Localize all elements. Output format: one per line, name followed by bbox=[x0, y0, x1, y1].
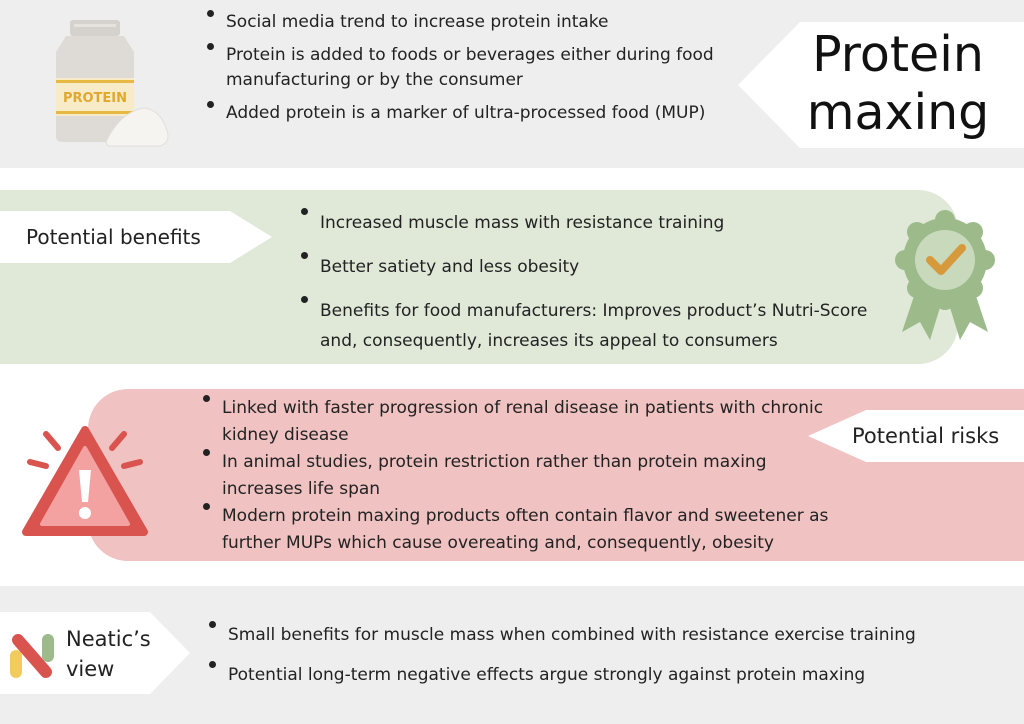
warning-icon bbox=[18, 418, 152, 540]
view-bullets bbox=[206, 621, 1006, 689]
protein-jar-icon bbox=[48, 16, 174, 152]
view-bullet: Potential long-term negative effects argue strongly against protein maxing bbox=[206, 661, 1006, 689]
benefit-bullet: Better satiety and less obesity bbox=[298, 252, 868, 282]
benefits-label-arrow bbox=[230, 211, 272, 263]
intro-bullets bbox=[204, 10, 744, 126]
intro-bullet: Social media trend to increase protein intake bbox=[204, 10, 744, 35]
intro-bullet: Added protein is a marker of ultra-processed food (MUP) bbox=[204, 101, 744, 126]
intro-bullet: Protein is added to foods or beverages either during food manufacturing or by the consumer bbox=[204, 43, 744, 93]
risks-label: Potential risks bbox=[852, 424, 1000, 448]
page-title bbox=[800, 26, 996, 142]
benefits-bullets bbox=[298, 208, 868, 356]
benefits-label: Potential benefits bbox=[26, 225, 201, 249]
risk-bullet: Modern protein maxing products often contain flavor and sweetener as further MUPs which cause overeating and, consequently, obesity bbox=[200, 503, 840, 557]
jar-label: PROTEIN bbox=[62, 91, 128, 106]
title-arrow bbox=[738, 22, 800, 148]
benefit-bullet: Increased muscle mass with resistance training bbox=[298, 208, 868, 238]
risks-bullets bbox=[200, 395, 840, 557]
benefit-bullet: Benefits for food manufacturers: Improves product’s Nutri-Score and, consequently, increases its appeal to consumers bbox=[298, 296, 868, 356]
view-bullet: Small benefits for muscle mass when combined with resistance exercise training bbox=[206, 621, 1006, 649]
title-line-1: Protein bbox=[812, 26, 984, 83]
award-badge-icon bbox=[890, 208, 1000, 344]
view-label-arrow bbox=[150, 612, 190, 694]
title-line-2: maxing bbox=[806, 84, 990, 141]
view-label bbox=[66, 624, 151, 684]
risk-bullet: In animal studies, protein restriction rather than protein maxing increases life span bbox=[200, 449, 840, 503]
view-label-line-1: Neatic’s bbox=[66, 627, 151, 651]
view-label-line-2: view bbox=[66, 657, 115, 681]
risk-bullet: Linked with faster progression of renal disease in patients with chronic kidney disease bbox=[200, 395, 840, 449]
neatic-logo-icon bbox=[8, 632, 58, 680]
